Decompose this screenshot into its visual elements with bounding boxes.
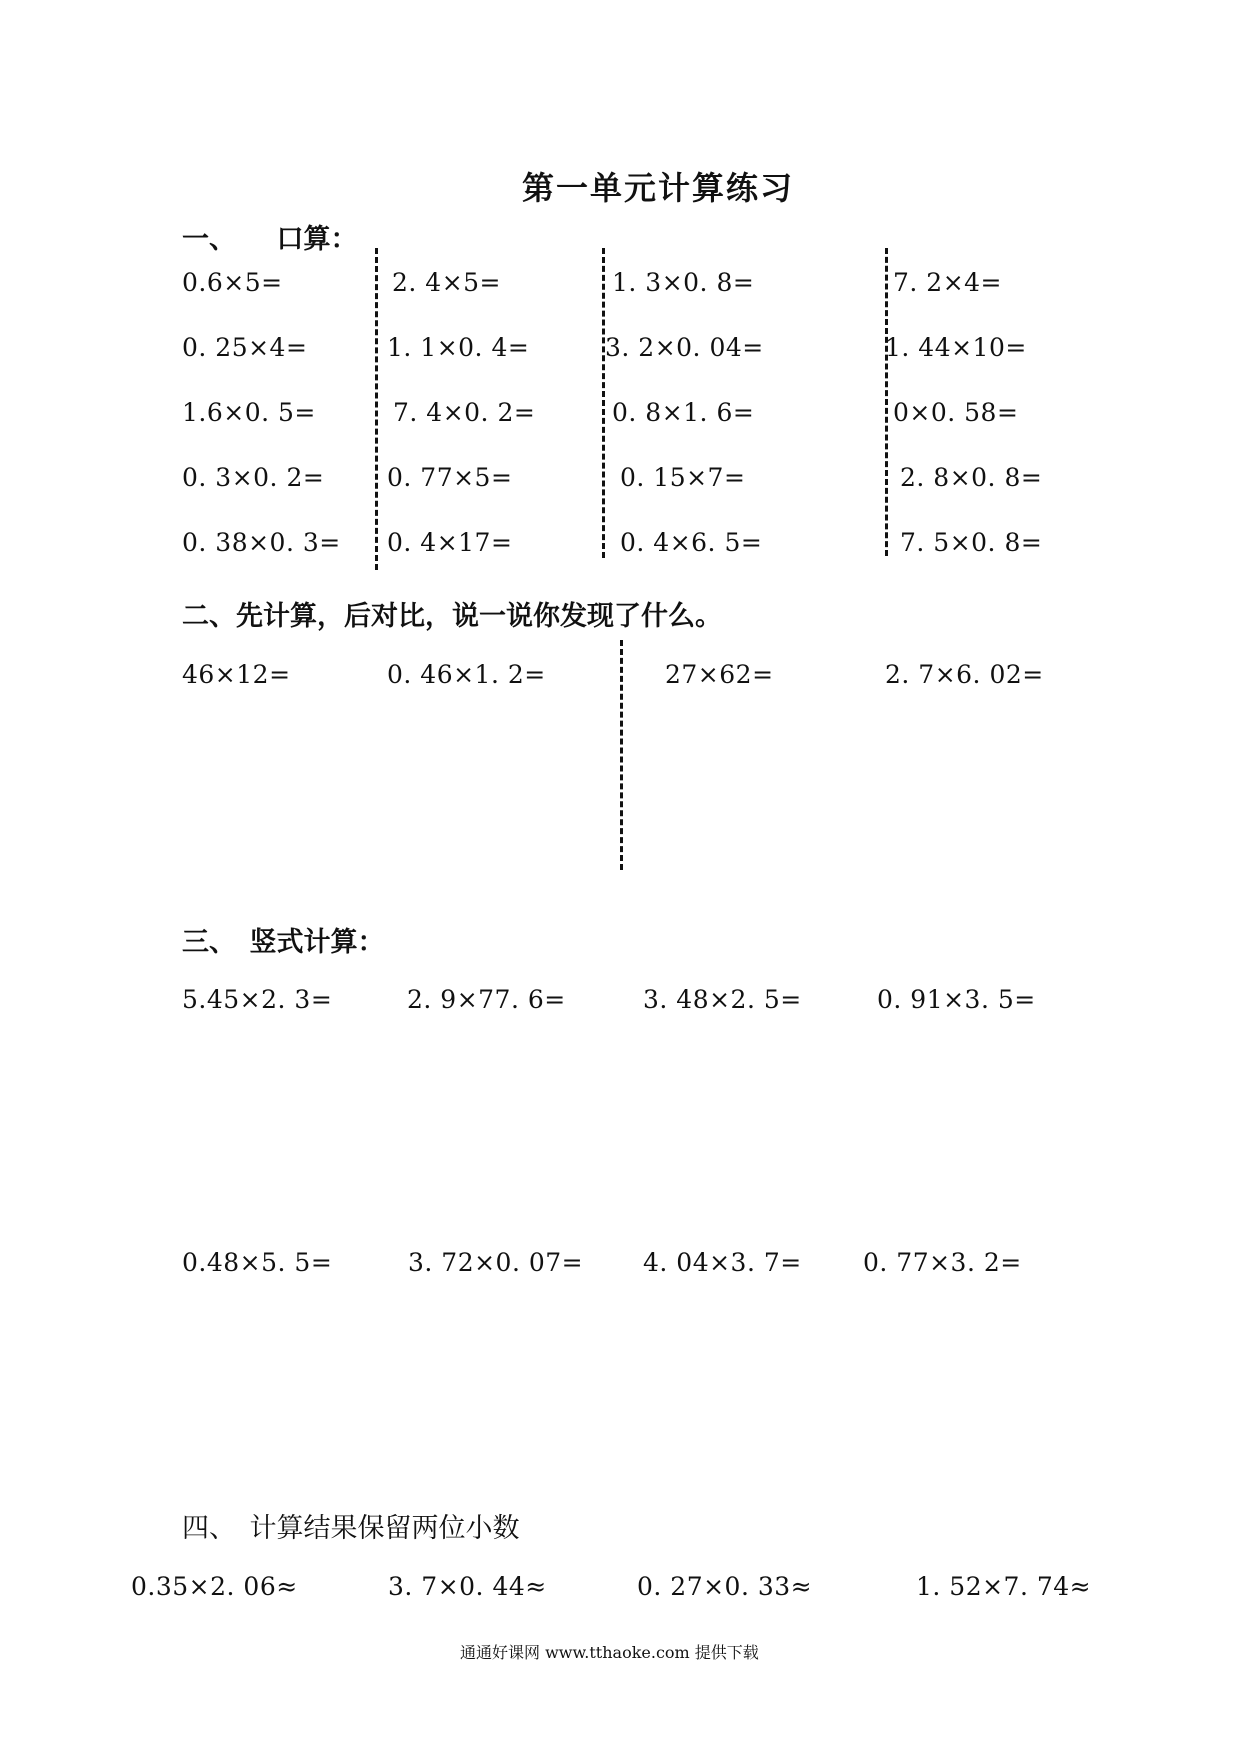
- oral-problem: 7. 4×0. 2=: [393, 398, 536, 427]
- column-divider: [885, 248, 888, 556]
- oral-problem: 0. 38×0. 3=: [182, 528, 341, 557]
- oral-problem: 2. 8×0. 8=: [900, 463, 1043, 492]
- oral-problem: 0. 4×17=: [387, 528, 513, 557]
- column-divider: [602, 248, 605, 558]
- comparison-divider: [620, 640, 623, 870]
- column-divider: [375, 248, 378, 570]
- oral-problem: 1. 3×0. 8=: [612, 268, 755, 297]
- oral-problem: 0. 25×4=: [182, 333, 308, 362]
- page-title: 第一单元计算练习: [522, 169, 795, 207]
- rounding-problem: 0.35×2. 06≈: [131, 1572, 298, 1601]
- oral-problem: 1. 1×0. 4=: [387, 333, 530, 362]
- oral-problem: 2. 4×5=: [392, 268, 502, 297]
- oral-problem: 1.6×0. 5=: [182, 398, 316, 427]
- oral-problem: 0. 8×1. 6=: [612, 398, 755, 427]
- oral-problem: 0. 15×7=: [620, 463, 746, 492]
- section-2-heading: 二、先计算，后对比，说一说你发现了什么。: [182, 601, 722, 632]
- oral-problem: 7. 2×4=: [893, 268, 1003, 297]
- comparison-problem: 46×12=: [182, 660, 291, 689]
- vertical-problem: 0. 77×3. 2=: [863, 1248, 1022, 1277]
- vertical-problem: 3. 48×2. 5=: [643, 985, 802, 1014]
- footer-credit: 通通好课网 www.tthaoke.com 提供下载: [460, 1643, 759, 1662]
- oral-problem: 0.6×5=: [182, 268, 283, 297]
- oral-problem: 1. 44×10=: [885, 333, 1027, 362]
- rounding-problem: 3. 7×0. 44≈: [388, 1572, 547, 1601]
- vertical-problem: 5.45×2. 3=: [182, 985, 333, 1014]
- vertical-problem: 0.48×5. 5=: [182, 1248, 333, 1277]
- oral-problem: 0. 77×5=: [387, 463, 513, 492]
- section-3-heading: 三、 竖式计算：: [182, 927, 385, 958]
- oral-problem: 7. 5×0. 8=: [900, 528, 1043, 557]
- comparison-problem: 0. 46×1. 2=: [387, 660, 546, 689]
- comparison-problem: 27×62=: [665, 660, 774, 689]
- rounding-problem: 0. 27×0. 33≈: [637, 1572, 813, 1601]
- vertical-problem: 3. 72×0. 07=: [408, 1248, 584, 1277]
- rounding-problem: 1. 52×7. 74≈: [916, 1572, 1092, 1601]
- vertical-problem: 0. 91×3. 5=: [877, 985, 1036, 1014]
- oral-problem: 0. 4×6. 5=: [620, 528, 763, 557]
- oral-problem: 3. 2×0. 04=: [605, 333, 764, 362]
- section-4-heading: 四、 计算结果保留两位小数: [182, 1513, 520, 1544]
- oral-problem: 0×0. 58=: [893, 398, 1019, 427]
- section-1-heading: 一、 口算：: [182, 224, 358, 255]
- vertical-problem: 2. 9×77. 6=: [407, 985, 566, 1014]
- oral-problem: 0. 3×0. 2=: [182, 463, 325, 492]
- comparison-problem: 2. 7×6. 02=: [885, 660, 1044, 689]
- vertical-problem: 4. 04×3. 7=: [643, 1248, 802, 1277]
